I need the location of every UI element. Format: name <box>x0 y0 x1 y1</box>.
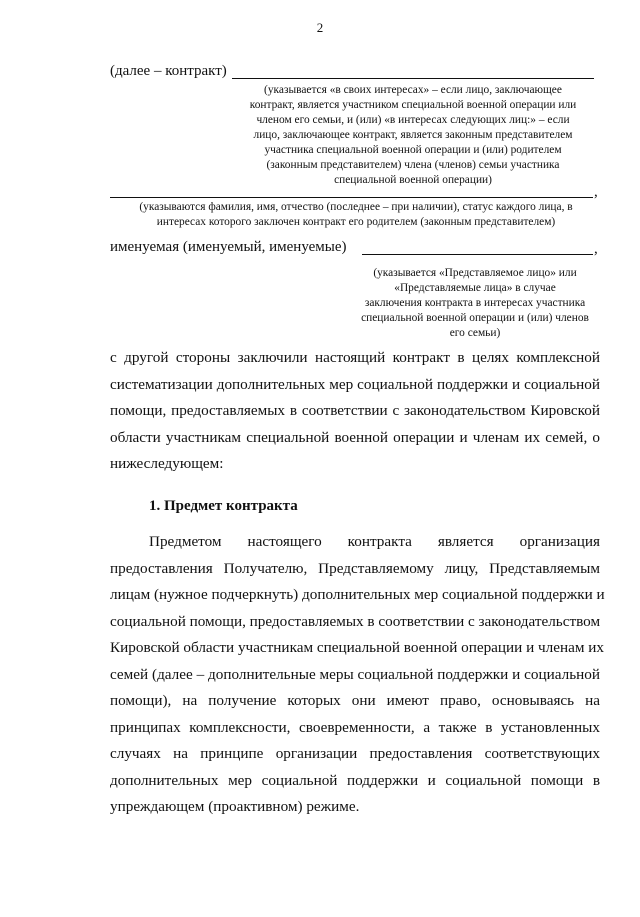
note-line: его семьи) <box>449 327 501 339</box>
contract-label: (далее – контракт) <box>110 63 227 79</box>
paragraph-line: Предметом настоящего контракта является организация <box>149 533 600 550</box>
note-names <box>106 200 606 230</box>
page-number: 2 <box>316 20 324 35</box>
named-comma: , <box>594 241 598 257</box>
names-fill-line <box>110 197 593 198</box>
note-line: специальной военной операции) <box>334 174 492 186</box>
paragraph-line: области участникам специальной военной операции и членам их семей, о <box>110 428 600 446</box>
intro-paragraph <box>110 345 600 478</box>
note-line: лицо, заключающее контракт, является законным представителем <box>253 129 573 141</box>
note-line: специальной военной операции и (или) членов <box>361 312 589 324</box>
paragraph-line: помощи), на получение которых они имеют право, основываясь на <box>110 692 600 709</box>
note-line: заключения контракта в интересах участника <box>364 297 586 309</box>
note-interests <box>224 83 602 188</box>
named-label: именуемая (именуемый, именуемые) <box>110 239 347 255</box>
paragraph-line: с другой стороны заключили настоящий контракт в целях комплексной <box>110 349 600 366</box>
named-fill-line <box>362 254 593 255</box>
names-comma: , <box>594 184 598 200</box>
note-line: (указывается «в своих интересах» – если лицо, заключающее <box>264 84 562 96</box>
note-line: «Представляемые лица» в случае <box>394 282 556 294</box>
paragraph-line: социальной помощи, предоставляемых в соответствии с законодательством <box>110 612 601 630</box>
paragraph-line: систематизации дополнительных мер социальной поддержки и социальной <box>110 375 600 393</box>
paragraph-line: нижеследующем: <box>110 455 224 472</box>
note-line: (законным представителем) члена (членов) семьи участника <box>266 159 560 171</box>
subject-paragraph <box>110 529 605 821</box>
note-named <box>344 266 606 341</box>
paragraph-line: упреждающем (проактивном) режиме. <box>110 798 360 815</box>
note-line: (указываются фамилия, имя, отчество (последнее – при наличии), статус каждого лица, в <box>139 201 573 213</box>
paragraph-line: принципах комплексности, своевременности, а также в установленных <box>110 718 600 736</box>
note-line: участника специальной военной операции и (или) родителем <box>264 144 562 156</box>
contract-fill-line <box>232 78 594 79</box>
note-line: (указывается «Представляемое лицо» или <box>373 267 577 279</box>
paragraph-line: предоставления Получателю, Представляемому лицу, Представляемым <box>110 559 600 577</box>
section-heading: 1. Предмет контракта <box>149 498 298 514</box>
paragraph-line: Кировской области участникам специальной военной операции и членам их <box>110 639 604 656</box>
note-line: интересах которого заключен контракт его родителем (законным представителем) <box>156 216 556 228</box>
note-line: контракт, является участником специальной военной операции или <box>249 99 577 111</box>
paragraph-line: дополнительных мер социальной поддержки и социальной помощи в <box>110 771 600 789</box>
paragraph-line: помощи, предоставляемых в соответствии с законодательством Кировской <box>110 402 600 419</box>
note-line: членом его семьи, и (или) «в интересах следующих лиц:» – если <box>256 114 570 126</box>
paragraph-line: семей (далее – дополнительные меры социальной поддержки и социальной <box>110 665 600 683</box>
paragraph-line: случаях на принципе организации предоставления соответствующих <box>110 745 600 762</box>
paragraph-line: лицам (нужное подчеркнуть) дополнительных мер социальной поддержки и <box>110 586 605 603</box>
